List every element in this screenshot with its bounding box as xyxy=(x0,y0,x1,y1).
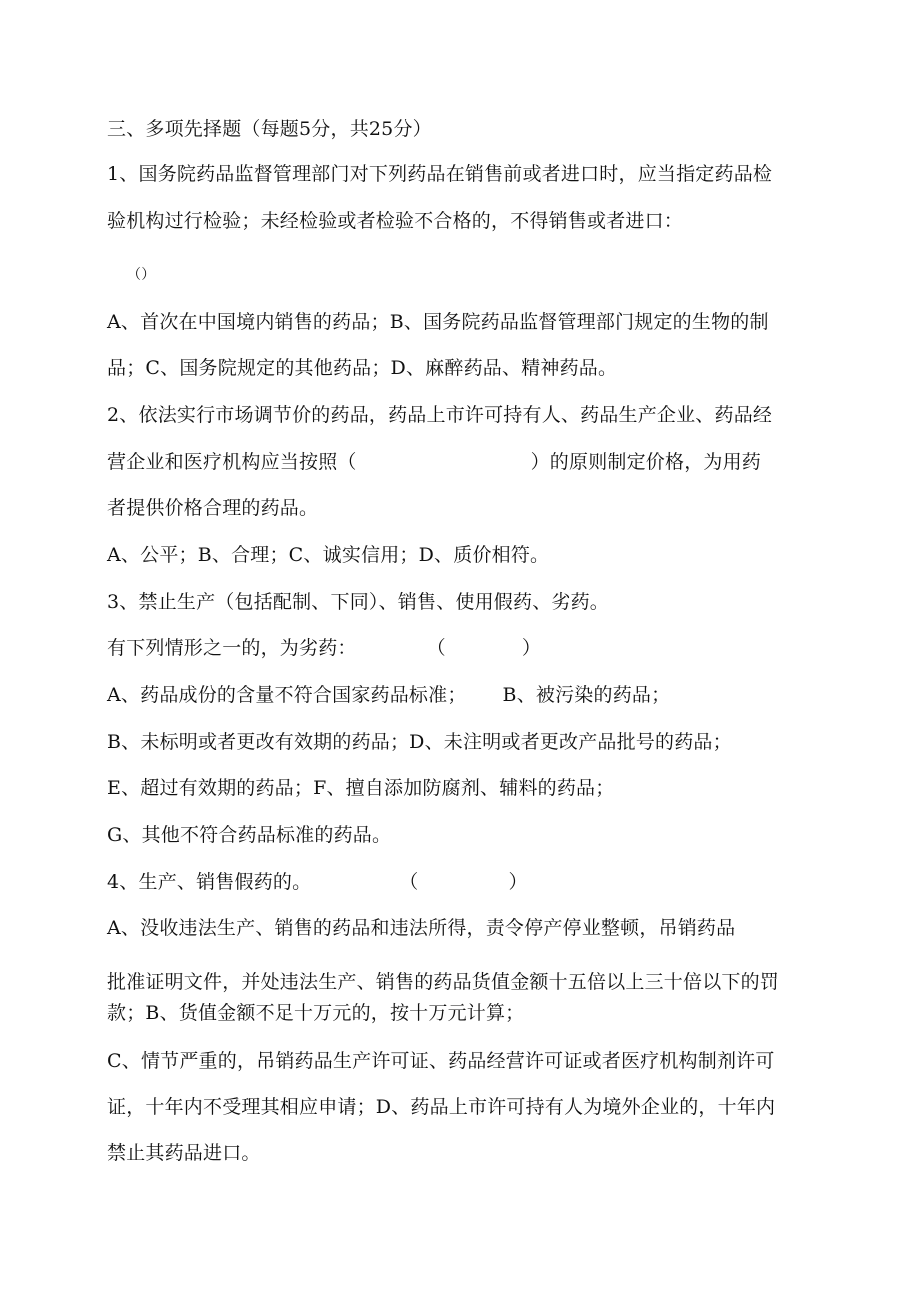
q3-option-b: B、被污染的药品； xyxy=(502,684,671,706)
q4-options-line4: C、情节严重的，吊销药品生产许可证、药品经营许可证或者医疗机构制剂许可 xyxy=(107,1050,775,1072)
q3-stem: 有下列情形之一的，为劣药： xyxy=(107,637,357,659)
q3-blank-close: ） xyxy=(521,637,542,659)
q3-options-line3: E、超过有效期的药品；F、擅自添加防腐剂、辅料的药品； xyxy=(107,777,615,799)
q3-option-a: A、药品成份的含量不符合国家药品标准； xyxy=(107,684,467,706)
q2-text-line2-after-blank: ）的原则制定价格，为用药 xyxy=(530,451,762,473)
q2-text-line3: 者提供价格合理的药品。 xyxy=(107,497,319,519)
q1-text-line1: 1、国务院药品监督管理部门对下列药品在销售前或者进口时，应当指定药品检 xyxy=(107,163,773,185)
q4-stem: 4、生产、销售假药的。 xyxy=(107,871,312,893)
q4-options-line3: 款；B、货值金额不足十万元的，按十万元计算； xyxy=(107,1002,525,1024)
q4-blank-open: （ xyxy=(399,871,419,893)
q3-options-line2: B、未标明或者更改有效期的药品；D、未注明或者更改产品批号的药品； xyxy=(107,731,732,753)
q2-text-line2-before-blank: 营企业和医疗机构应当按照（ xyxy=(107,451,357,473)
q3-text-line1: 3、禁止生产（包括配制、下同）、销售、使用假药、劣药。 xyxy=(107,591,609,613)
q4-blank-close: ） xyxy=(508,871,528,893)
q4-text-line1 xyxy=(107,873,528,892)
q2-options: A、公平；B、合理；C、诚实信用；D、质价相符。 xyxy=(107,544,550,566)
q1-options-line1: A、首次在中国境内销售的药品；B、国务院药品监督管理部门规定的生物的制 xyxy=(107,311,769,333)
q3-blank-open: （ xyxy=(426,637,446,659)
q4-options-line5: 证，十年内不受理其相应申请；D、药品上市许可持有人为境外企业的，十年内 xyxy=(107,1096,776,1118)
q3-text-line2 xyxy=(107,639,541,658)
q1-answer-blank: （） xyxy=(127,267,156,283)
q2-text-line1: 2、依法实行市场调节价的药品，药品上市许可持有人、药品生产企业、药品经 xyxy=(107,404,773,426)
q4-options-line1: A、没收违法生产、销售的药品和违法所得，责令停产停业整顿，吊销药品 xyxy=(107,917,736,939)
q4-options-line6: 禁止其药品进口。 xyxy=(107,1142,261,1164)
q3-options-line1 xyxy=(107,686,670,705)
q1-options-line2: 品；C、国务院规定的其他药品；D、麻醉药品、精神药品。 xyxy=(107,357,618,379)
q4-options-line2: 批准证明文件，并处违法生产、销售的药品货值金额十五倍以上三十倍以下的罚 xyxy=(107,971,780,993)
section-title: 三、多项先择题（每题5分，共25分） xyxy=(107,118,432,140)
q3-options-line4: G、其他不符合药品标准的药品。 xyxy=(107,824,392,846)
q1-text-line2: 验机构过行检验；未经检验或者检验不合格的，不得销售或者进口： xyxy=(107,210,684,232)
q2-text-line2 xyxy=(107,453,761,472)
